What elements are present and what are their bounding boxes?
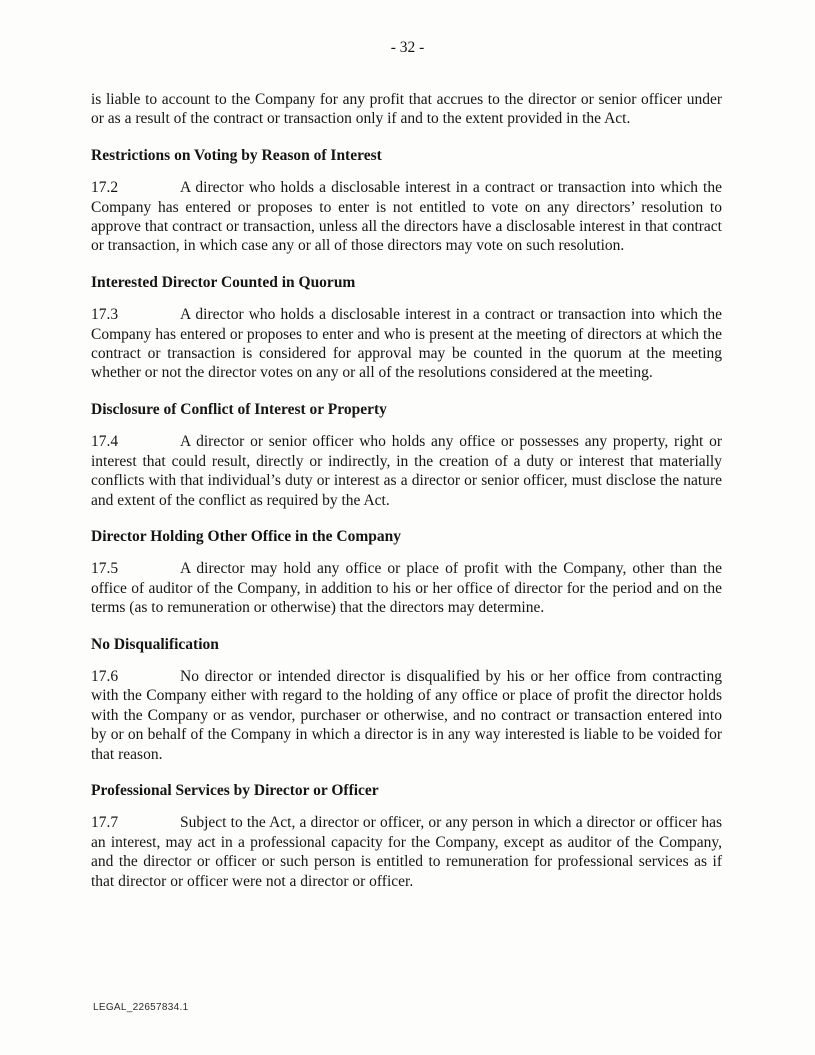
paragraph-text: A director may hold any office or place of profit with the Company, other than the office of auditor of the Company, in addition to his or her office of director for the period and on the terms (as to remuneration or otherwise) that the directors may determine. [91,560,722,617]
section-heading-interested-director-quorum: Interested Director Counted in Quorum [91,273,356,291]
document-footer-reference: LEGAL_22657834.1 [93,1002,189,1013]
page-content [91,90,722,891]
section-heading-no-disqualification: No Disqualification [91,635,219,653]
paragraph-17-2 [91,178,722,256]
paragraph-number: 17.6 [91,667,119,685]
paragraph-text: A director who holds a disclosable interest in a contract or transaction into which the Company has entered or proposes to enter and who is present at the meeting of directors at which the contract or transaction is considered for approval may be counted in the quorum at the meeting whether or not the director votes on any or all of the resolutions considered at the meeting. [91,306,722,382]
section-heading-professional-services: Professional Services by Director or Officer [91,781,379,799]
paragraph-number: 17.5 [91,560,119,578]
paragraph-number: 17.7 [91,814,119,832]
paragraph-17-5 [91,559,722,617]
page-number: - 32 - [390,39,425,56]
paragraph-text: No director or intended director is disqualified by his or her office from contracting with the Company either with regard to the holding of any office or place of profit the director holds with the Company or as vendor, purchaser or otherwise, and no contract or transaction entered into by or on behalf of the Company in which a director is in any way interested is liable to be voided for that reason. [91,667,722,763]
section-heading-disclosure-of-conflict: Disclosure of Conflict of Interest or Property [91,400,387,418]
paragraph-17-7 [91,813,722,891]
continuation-paragraph: is liable to account to the Company for any profit that accrues to the director or senior officer under or as a result of the contract or transaction only if and to the extent provided in the Act. [91,91,722,128]
paragraph-text: A director who holds a disclosable interest in a contract or transaction into which the Company has entered or proposes to enter is not entitled to vote on any directors’ resolution to approve that contract or transaction, unless all the directors have a disclosable interest in that contract or transaction, in which case any or all of those directors may vote on such resolution. [91,179,722,255]
paragraph-number: 17.3 [91,306,119,324]
paragraph-number: 17.4 [91,433,119,451]
paragraph-text: Subject to the Act, a director or officer, or any person in which a director or officer has an interest, may act in a professional capacity for the Company, except as auditor of the Company, and the director or officer or such person is entitled to remuneration for professional services as if that director or officer were not a director or officer. [91,814,722,890]
paragraph-text: A director or senior officer who holds any office or possesses any property, right or interest that could result, directly or indirectly, in the creation of a duty or interest that materially conflicts with that individual’s duty or interest as a director or senior officer, must disclose the nature and extent of the conflict as required by the Act. [91,433,722,509]
paragraph-17-4 [91,432,722,510]
section-heading-director-holding-other-office: Director Holding Other Office in the Company [91,527,401,545]
paragraph-number: 17.2 [91,179,119,197]
paragraph-17-6 [91,667,722,764]
section-heading-restrictions-on-voting: Restrictions on Voting by Reason of Interest [91,146,382,164]
paragraph-17-3 [91,305,722,383]
